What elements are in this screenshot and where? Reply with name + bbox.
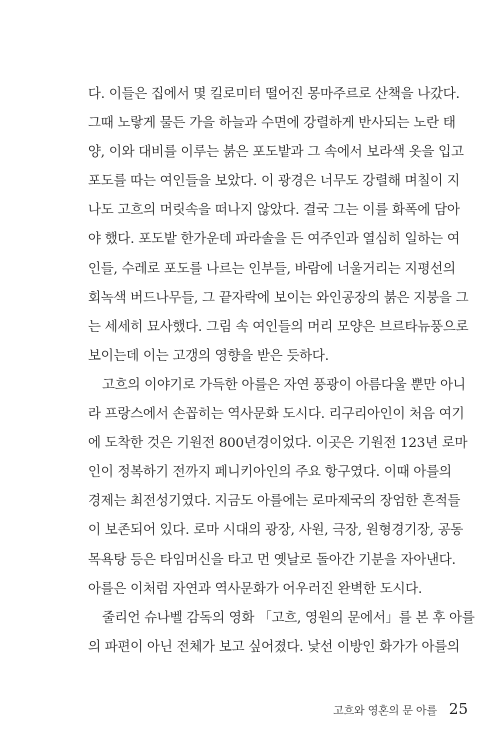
page-number: 25 xyxy=(448,700,468,718)
text-line: 다. 이들은 집에서 몇 킬로미터 떨어진 몽마주르로 산책을 나갔다. xyxy=(88,87,460,102)
text-line: 인들, 수레로 포도를 나르는 인부들, 바람에 너울거리는 지평선의 xyxy=(88,261,456,277)
paragraph xyxy=(88,604,475,662)
text-line: 에 도착한 것은 기원전 800년경이었다. 이곳은 기원전 123년 로마 xyxy=(88,436,468,452)
text-line: 아를은 이처럼 자연과 역사문화가 어우러진 완벽한 도시다. xyxy=(88,581,423,597)
text-line: 보이는데 이는 고갱의 영향을 받은 듯하다. xyxy=(88,348,329,364)
text-line: 양, 이와 대비를 이루는 붉은 포도밭과 그 속에서 보라색 옷을 입고 xyxy=(88,145,464,161)
text-line: 의 파편이 아닌 전체가 보고 싶어졌다. 낯선 이방인 화가가 아를의 xyxy=(88,639,460,655)
text-line: 고흐의 이야기로 가득한 아를은 자연 풍광이 아름다울 뿐만 아니 xyxy=(102,377,466,393)
text-line: 라 프랑스에서 손꼽히는 역사문화 도시다. 리구리아인이 처음 여기 xyxy=(88,407,465,423)
text-line: 야 했다. 포도밭 한가운데 파라솔을 든 여주인과 열심히 일하는 여 xyxy=(88,232,460,248)
body-text xyxy=(88,80,475,662)
text-line: 이 보존되어 있다. 로마 시대의 광장, 사원, 극장, 원형경기장, 공동 xyxy=(88,523,464,539)
paragraph xyxy=(88,371,468,604)
text-line: 그때 노랗게 물든 가을 하늘과 수면에 강렬하게 반사되는 노란 태 xyxy=(88,116,456,132)
page-footer xyxy=(333,700,468,722)
running-title: 고흐와 영혼의 문 아를 xyxy=(333,704,437,717)
text-line: 회녹색 버드나무들, 그 끝자락에 보이는 와인공장의 붉은 지붕을 그 xyxy=(88,290,469,306)
text-line: 줄리언 슈나벨 감독의 영화 「고흐, 영원의 문에서」를 본 후 아를 xyxy=(102,610,475,626)
paragraph xyxy=(88,80,469,371)
text-line: 목욕탕 등은 타임머신을 타고 먼 옛날로 돌아간 기분을 자아낸다. xyxy=(88,552,456,568)
text-line: 경제는 최전성기였다. 지금도 아를에는 로마제국의 장엄한 흔적들 xyxy=(88,494,461,510)
text-line: 나도 고흐의 머릿속을 떠나지 않았다. 결국 그는 이를 화폭에 담아 xyxy=(88,203,460,219)
text-line: 는 세세히 묘사했다. 그림 속 여인들의 머리 모양은 브르타뉴풍으로 xyxy=(88,319,469,335)
text-line: 인이 정복하기 전까지 페니키아인의 주요 항구였다. 이때 아를의 xyxy=(88,465,452,481)
text-line: 포도를 따는 여인들을 보았다. 이 광경은 너무도 강렬해 며칠이 지 xyxy=(88,174,460,190)
